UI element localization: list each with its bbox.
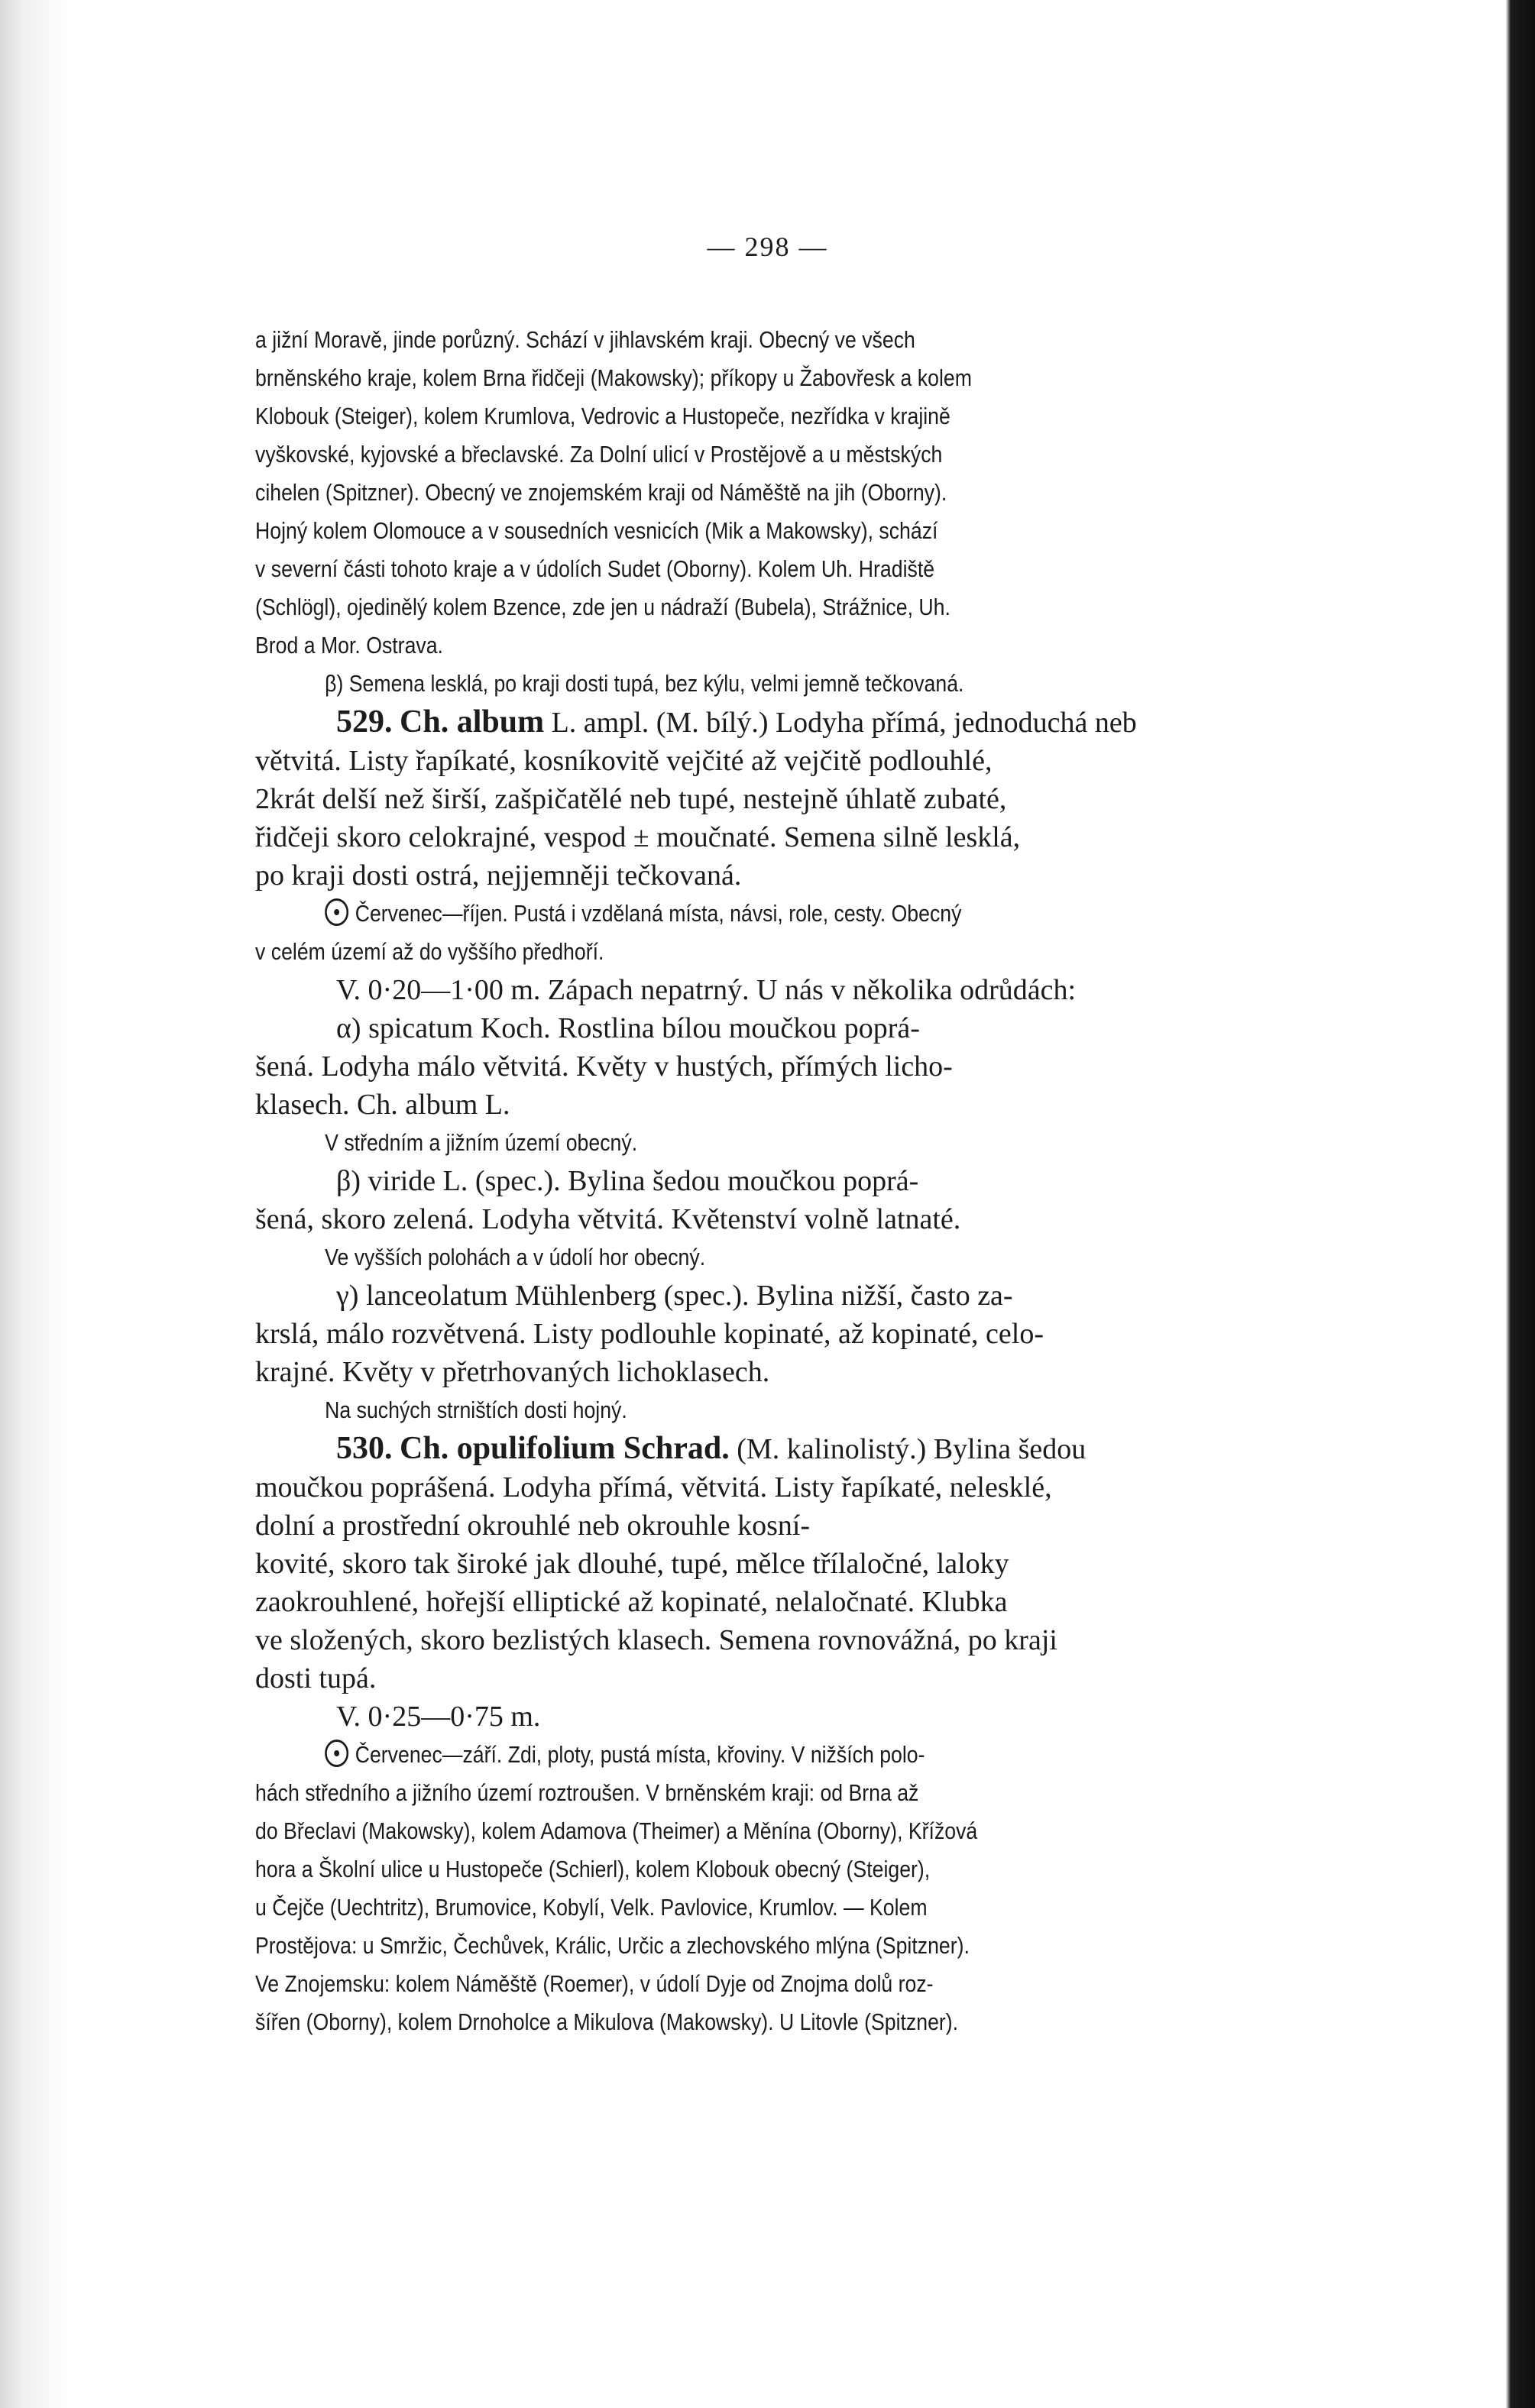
- scan-border-right: [1506, 0, 1535, 2408]
- species-529-text: po kraji dosti ostrá, nejjemněji tečkovaná.: [255, 859, 742, 892]
- variety-beta-note: β) Semena lesklá, po kraji dosti tupá, bez kýlu, velmi jemně tečkovaná.: [325, 670, 964, 697]
- species-530-distribution: hách středního a jižního území roztroušen. V brněnském kraji: od Brna až: [255, 1779, 919, 1806]
- species-530-distribution: do Břeclavi (Makowsky), kolem Adamova (Theimer) a Měnína (Oborny), Křížová: [255, 1817, 978, 1844]
- species-529-text: větvitá. Listy řapíkaté, kosníkovitě vejčité až vejčitě podlouhlé,: [255, 745, 993, 777]
- species-530-text: moučkou poprášená. Lodyha přímá, větvitá. Listy řapíkaté, nelesklé,: [255, 1471, 1052, 1503]
- annual-symbol-icon: [325, 1740, 348, 1767]
- species-530-distribution: Ve Znojemsku: kolem Náměště (Roemer), v údolí Dyje od Znojma dolů roz-: [255, 1970, 934, 1997]
- distribution-line: Hojný kolem Olomouce a v sousedních vesnicích (Mik a Makowsky), schází: [255, 517, 938, 544]
- distribution-line: a jižní Moravě, jinde porůzný. Schází v jihlavském kraji. Obecný ve všech: [255, 326, 915, 353]
- scan-shadow-left: [0, 0, 69, 2408]
- species-529-number: 529.: [336, 704, 393, 740]
- variety-alpha: klasech. Ch. album L.: [255, 1089, 510, 1121]
- distribution-line: cihelen (Spitzner). Obecný ve znojemském kraji od Náměště na jih (Oborny).: [255, 479, 947, 506]
- species-530-text: ve složených, skoro bezlistých klasech. Semena rovnovážná, po kraji: [255, 1624, 1057, 1656]
- distribution-line: vyškovské, kyjovské a břeclavské. Za Dolní ulicí v Prostějově a u městských: [255, 441, 943, 468]
- species-530-distribution: u Čejče (Uechtritz), Brumovice, Kobylí, Velk. Pavlovice, Krumlov. — Kolem: [255, 1894, 928, 1921]
- species-530-text: zaokrouhlené, hořejší elliptické až kopinaté, nelaločnaté. Klubka: [255, 1586, 1008, 1618]
- variety-beta: šená, skoro zelená. Lodyha větvitá. Květenství volně latnaté.: [255, 1203, 961, 1235]
- species-529-habitat: v celém území až do vyššího předhoří.: [255, 938, 604, 965]
- species-530-distribution: hora a Školní ulice u Hustopeče (Schierl), kolem Klobouk obecný (Steiger),: [255, 1856, 931, 1882]
- species-530-heading: [255, 1429, 1313, 1468]
- annual-symbol-icon: [325, 898, 348, 926]
- species-530-distribution: šířen (Oborny), kolem Drnoholce a Mikulova (Makowsky). U Litovle (Spitzner).: [255, 2008, 959, 2035]
- variety-gamma: krajné. Květy v přetrhovaných lichoklasech.: [255, 1356, 770, 1388]
- variety-gamma: γ) lanceolatum Mühlenberg (spec.). Bylina nižší, často za-: [336, 1280, 1013, 1312]
- species-530-heading-rest: (M. kalinolistý.) Bylina šedou: [729, 1433, 1086, 1465]
- species-529-name: Ch. album: [400, 704, 545, 740]
- species-530-name: Ch. opulifolium Schrad.: [400, 1431, 730, 1466]
- variety-gamma: krslá, málo rozvětvená. Listy podlouhle kopinaté, až kopinaté, celo-: [255, 1318, 1044, 1350]
- distribution-line: Klobouk (Steiger), kolem Krumlova, Vedrovic a Hustopeče, nezřídka v krajině: [255, 403, 950, 429]
- species-530-distribution: Prostějova: u Smržic, Čechůvek, Králic, Určic a zlechovského mlýna (Spitzner).: [255, 1932, 970, 1959]
- variety-alpha: α) spicatum Koch. Rostlina bílou moučkou poprá-: [336, 1012, 920, 1044]
- species-530-text: dolní a prostřední okrouhlé neb okrouhle kosní-: [255, 1510, 811, 1542]
- text-column: [255, 321, 1313, 2041]
- page-number: — 298 —: [707, 231, 828, 262]
- variety-alpha: šená. Lodyha málo větvitá. Květy v hustých, přímých licho-: [255, 1050, 953, 1083]
- species-530-number: 530.: [336, 1431, 393, 1466]
- species-529-text: řidčeji skoro celokrajné, vespod ± moučnaté. Semena silně lesklá,: [255, 821, 1021, 853]
- distribution-line: (Schlögl), ojedinělý kolem Bzence, zde jen u nádraží (Bubela), Strážnice, Uh.: [255, 594, 950, 620]
- variety-gamma-distribution: Na suchých strništích dosti hojný.: [325, 1397, 627, 1423]
- variety-beta: β) viride L. (spec.). Bylina šedou moučkou poprá-: [336, 1165, 919, 1197]
- species-529-heading: [255, 703, 1313, 742]
- species-530-habitat: Červenec—září. Zdi, ploty, pustá místa, křoviny. V nižších polo-: [255, 1736, 1380, 1774]
- species-530-text: dosti tupá.: [255, 1662, 377, 1694]
- species-529-habitat: Červenec—říjen. Pustá i vzdělaná místa, návsi, role, cesty. Obecný: [255, 895, 1380, 933]
- variety-alpha-distribution: V středním a jižním území obecný.: [325, 1129, 638, 1156]
- species-530-height: V. 0·25—0·75 m.: [336, 1701, 541, 1733]
- variety-beta-distribution: Ve vyšších polohách a v údolí hor obecný.: [325, 1244, 706, 1270]
- distribution-line: v severní části tohoto kraje a v údolích Sudet (Oborny). Kolem Uh. Hradiště: [255, 555, 935, 582]
- species-529-text: 2krát delší než širší, zašpičatělé neb tupé, nestejně úhlatě zubaté,: [255, 783, 1007, 815]
- species-529-heading-rest: L. ampl. (M. bílý.) Lodyha přímá, jednoduchá neb: [544, 707, 1137, 739]
- distribution-line: brněnského kraje, kolem Brna řidčeji (Makowsky); příkopy u Žabovřesk a kolem: [255, 364, 972, 391]
- species-529-height: V. 0·20—1·00 m. Zápach nepatrný. U nás v několika odrůdách:: [336, 974, 1077, 1006]
- species-530-text: kovité, skoro tak široké jak dlouhé, tupé, mělce třílaločné, laloky: [255, 1548, 1009, 1580]
- distribution-line: Brod a Mor. Ostrava.: [255, 632, 443, 659]
